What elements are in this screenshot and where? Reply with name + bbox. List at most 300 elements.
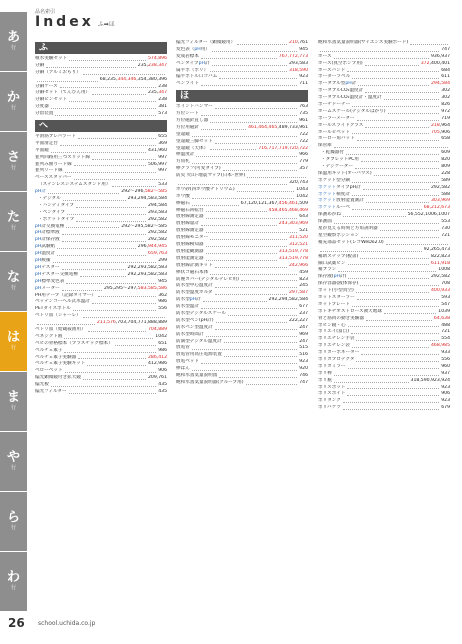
entry-pages: 779 bbox=[299, 159, 308, 165]
index-entry[interactable] bbox=[176, 277, 308, 284]
highlight: pH bbox=[35, 264, 42, 270]
index-entry[interactable] bbox=[176, 304, 308, 311]
index-entry[interactable] bbox=[35, 251, 167, 258]
entry-name: 望遠鏡（天体） bbox=[176, 145, 209, 151]
index-entry[interactable] bbox=[318, 54, 450, 61]
entry-name: 放射線検知器 bbox=[176, 242, 204, 248]
index-entry[interactable] bbox=[318, 157, 450, 164]
index-entry[interactable] bbox=[176, 173, 308, 180]
entry-pages: 1042 bbox=[296, 193, 308, 199]
dot-leader bbox=[246, 380, 298, 385]
index-entry[interactable] bbox=[35, 293, 167, 300]
entry-name: 防塵カバー(デジタルテレビ用) bbox=[176, 276, 239, 282]
index-entry[interactable] bbox=[35, 196, 167, 203]
index-entry[interactable] bbox=[176, 311, 308, 318]
index-entry[interactable] bbox=[35, 375, 167, 382]
dot-leader bbox=[334, 371, 439, 376]
entry-pages: 730 bbox=[441, 226, 450, 232]
index-entry[interactable] bbox=[318, 329, 450, 336]
index-entry[interactable] bbox=[318, 102, 450, 109]
highlight: ポケット bbox=[318, 198, 337, 204]
footer-url[interactable]: school.uchida.co.jp bbox=[38, 620, 96, 627]
index-entry[interactable] bbox=[176, 40, 308, 47]
index-entry[interactable] bbox=[176, 283, 308, 290]
index-entry[interactable] bbox=[176, 166, 308, 173]
index-entry[interactable] bbox=[176, 373, 308, 380]
dot-leader bbox=[66, 279, 156, 284]
dot-leader bbox=[347, 68, 439, 73]
dot-leader bbox=[206, 256, 277, 261]
index-entry[interactable] bbox=[318, 323, 450, 330]
entry-pages bbox=[279, 54, 308, 61]
tab-7[interactable] bbox=[0, 432, 27, 491]
index-entry[interactable] bbox=[318, 61, 450, 68]
index-entry[interactable] bbox=[35, 97, 167, 104]
entry-name: ベビの骨格標本（プラスチック標本） bbox=[35, 340, 113, 346]
index-entry[interactable] bbox=[318, 88, 450, 95]
dot-leader bbox=[196, 152, 297, 157]
tab-5[interactable] bbox=[0, 312, 27, 371]
index-entry[interactable] bbox=[176, 270, 308, 277]
index-entry[interactable] bbox=[318, 130, 450, 137]
index-entry[interactable] bbox=[318, 378, 450, 385]
entry-name: ボリエチレン手袋 bbox=[318, 336, 355, 342]
highlight: pH bbox=[333, 274, 340, 280]
entry-name: ・ペンタイプ bbox=[38, 209, 66, 215]
index-entry[interactable] bbox=[35, 244, 167, 251]
index-entry[interactable] bbox=[318, 247, 450, 254]
entry-name: ベルチェ素子 bbox=[35, 347, 63, 353]
index-entry[interactable] bbox=[318, 205, 450, 212]
index-entry[interactable] bbox=[318, 95, 450, 102]
index-entry[interactable] bbox=[176, 146, 308, 153]
index-entry[interactable] bbox=[35, 155, 167, 162]
entry-pages: 747 bbox=[299, 379, 308, 385]
index-entry[interactable] bbox=[176, 132, 308, 139]
entry-name: 飽和水蒸気量説明図 bbox=[176, 372, 218, 378]
entry-name: pH温度計 bbox=[35, 251, 56, 257]
index-entry[interactable] bbox=[176, 139, 308, 146]
entry-name: 方位シート bbox=[176, 111, 199, 117]
index-entry[interactable] bbox=[176, 235, 308, 242]
index-entry[interactable] bbox=[35, 168, 167, 175]
entry-pages: 746 bbox=[299, 372, 308, 378]
entry-pages bbox=[269, 208, 308, 215]
entry-name: ホース bbox=[318, 53, 332, 59]
index-entry[interactable] bbox=[176, 118, 308, 125]
entry-pages: 68,235,344,346,354,380,396 bbox=[99, 76, 167, 82]
entry-pages: 711 bbox=[299, 81, 308, 87]
index-entry[interactable] bbox=[176, 263, 308, 270]
entry-pages: 461,464,465,489,733,961 bbox=[248, 124, 308, 130]
dot-leader bbox=[334, 378, 409, 383]
index-entry[interactable] bbox=[176, 68, 308, 75]
entry-pages: 961 bbox=[299, 118, 308, 124]
highlight: 944,945 bbox=[148, 244, 167, 250]
index-entry[interactable] bbox=[318, 281, 450, 288]
index-entry[interactable] bbox=[35, 203, 167, 210]
index-entry[interactable] bbox=[318, 261, 450, 268]
dot-leader bbox=[352, 130, 429, 135]
index-entry[interactable] bbox=[176, 290, 308, 297]
index-entry[interactable] bbox=[35, 368, 167, 375]
entry-pages: 293,583 bbox=[289, 60, 308, 66]
header-subtitle: 品名索引 bbox=[35, 9, 56, 15]
index-entry[interactable] bbox=[35, 84, 167, 91]
entry-name: 分銅セット（てんびん用） bbox=[35, 90, 91, 96]
index-entry[interactable] bbox=[318, 267, 450, 274]
dot-leader bbox=[352, 343, 429, 348]
index-entry[interactable] bbox=[35, 210, 167, 217]
tab-1[interactable] bbox=[0, 72, 27, 131]
index-entry[interactable] bbox=[318, 109, 450, 116]
dot-leader bbox=[212, 61, 287, 66]
entry-name: 保存液(pH計) bbox=[318, 274, 347, 280]
tab-8[interactable] bbox=[0, 492, 27, 551]
dot-leader bbox=[224, 339, 298, 344]
index-entry[interactable] bbox=[318, 405, 450, 412]
tab-2[interactable] bbox=[0, 132, 27, 191]
index-entry[interactable] bbox=[35, 56, 167, 63]
dot-leader bbox=[358, 81, 429, 86]
entry-pages bbox=[279, 221, 308, 228]
entry-pages: 292,582 bbox=[148, 237, 167, 243]
tab-3[interactable] bbox=[0, 192, 27, 251]
entry-pages: 533 bbox=[158, 182, 167, 188]
index-entry[interactable] bbox=[35, 224, 167, 231]
index-entry[interactable] bbox=[35, 237, 167, 244]
entry-name: 棒磁石 bbox=[176, 200, 190, 206]
entry-pages bbox=[289, 290, 308, 297]
highlight: 461,464,465 bbox=[248, 124, 278, 130]
index-entry[interactable] bbox=[318, 343, 450, 350]
highlight: 372 bbox=[420, 60, 430, 66]
index-entry[interactable] bbox=[35, 148, 167, 155]
highlight: pH bbox=[194, 46, 201, 52]
entry-pages: 556 bbox=[158, 306, 167, 312]
tab-gyo: 行 bbox=[10, 525, 16, 531]
index-entry[interactable] bbox=[318, 288, 450, 295]
dot-leader bbox=[343, 212, 406, 217]
dot-leader bbox=[87, 361, 146, 366]
index-entry[interactable] bbox=[176, 208, 308, 215]
index-entry[interactable] bbox=[318, 233, 450, 240]
section-heading: ふ bbox=[35, 42, 167, 54]
index-entry[interactable] bbox=[318, 40, 450, 47]
entry-name: 保管庫 bbox=[318, 143, 332, 149]
dot-leader bbox=[65, 368, 157, 373]
dot-leader bbox=[201, 81, 297, 86]
index-entry[interactable] bbox=[176, 366, 308, 373]
dot-leader bbox=[210, 146, 256, 151]
entry-name: 噴水実験セット bbox=[35, 56, 68, 61]
index-entry[interactable] bbox=[176, 187, 308, 194]
index-entry[interactable] bbox=[318, 309, 450, 316]
index-entry[interactable] bbox=[35, 182, 167, 189]
dot-leader bbox=[357, 116, 440, 121]
index-entry[interactable] bbox=[176, 228, 308, 235]
index-entry[interactable] bbox=[318, 178, 450, 185]
entry-pages: 293,583 bbox=[148, 209, 167, 215]
entry-pages: 372,400,401 bbox=[420, 60, 450, 66]
entry-pages: 826 bbox=[441, 102, 450, 108]
entry-name: 棒温度計 bbox=[176, 152, 195, 158]
index-entry[interactable] bbox=[35, 348, 167, 355]
index-entry[interactable] bbox=[35, 355, 167, 362]
dot-leader bbox=[206, 228, 298, 233]
index-entry[interactable] bbox=[176, 359, 308, 366]
index-entry[interactable] bbox=[35, 141, 167, 148]
entry-pages bbox=[431, 198, 450, 205]
index-entry[interactable] bbox=[35, 63, 167, 70]
index-entry[interactable] bbox=[176, 242, 308, 249]
index-entry[interactable] bbox=[318, 219, 450, 226]
entry-name: 防水型時間計 bbox=[176, 331, 204, 337]
index-entry[interactable] bbox=[176, 201, 308, 208]
dot-leader bbox=[192, 159, 297, 164]
tab-gyo: 行 bbox=[10, 465, 16, 471]
index-entry[interactable] bbox=[318, 171, 450, 178]
index-entry[interactable] bbox=[176, 194, 308, 201]
tab-kana: あ bbox=[6, 30, 20, 45]
index-entry[interactable] bbox=[176, 214, 308, 221]
index-entry[interactable] bbox=[318, 226, 450, 233]
entry-name: 放射線モニター bbox=[176, 235, 209, 241]
index-entry[interactable] bbox=[35, 279, 167, 286]
dot-leader bbox=[224, 352, 297, 357]
index-entry[interactable] bbox=[176, 104, 308, 111]
tab-0[interactable] bbox=[0, 12, 27, 71]
index-entry[interactable] bbox=[318, 143, 450, 150]
entry-pages: 721 bbox=[441, 329, 450, 335]
index-entry[interactable] bbox=[176, 345, 308, 352]
index-entry[interactable] bbox=[35, 162, 167, 169]
index-entry[interactable] bbox=[318, 391, 450, 398]
index-entry[interactable] bbox=[176, 221, 308, 228]
tab-gyo: 行 bbox=[10, 225, 16, 231]
entry-name: 変色表（pH用） bbox=[176, 46, 210, 52]
index-entry[interactable] bbox=[318, 371, 450, 378]
tab-9[interactable] bbox=[0, 552, 27, 611]
entry-pages: 747 bbox=[441, 46, 450, 52]
entry-name: 並列回路用三つスリット線 bbox=[35, 154, 90, 160]
index-entry[interactable] bbox=[35, 299, 167, 306]
index-entry[interactable] bbox=[35, 382, 167, 389]
entry-name: ボット(小型真空) bbox=[318, 288, 354, 294]
index-entry[interactable] bbox=[35, 77, 167, 84]
dot-leader bbox=[219, 373, 297, 378]
index-entry[interactable] bbox=[318, 116, 450, 123]
index-entry[interactable] bbox=[318, 185, 450, 192]
index-entry[interactable] bbox=[35, 327, 167, 334]
dot-leader bbox=[98, 293, 156, 298]
tab-kana: た bbox=[6, 210, 20, 225]
index-entry[interactable] bbox=[176, 159, 308, 166]
dot-leader bbox=[83, 375, 146, 380]
index-entry[interactable] bbox=[318, 398, 450, 405]
entry-name bbox=[35, 189, 46, 196]
entry-pages: 684 bbox=[441, 67, 450, 73]
index-entry[interactable] bbox=[176, 325, 308, 332]
index-entry[interactable] bbox=[35, 104, 167, 111]
index-entry[interactable] bbox=[35, 134, 167, 141]
entry-pages: 677 bbox=[299, 304, 308, 310]
index-entry[interactable] bbox=[35, 90, 167, 97]
dot-leader bbox=[352, 74, 439, 79]
index-entry[interactable] bbox=[318, 254, 450, 261]
index-entry[interactable] bbox=[318, 192, 450, 199]
index-entry[interactable] bbox=[318, 357, 450, 364]
entry-pages: 722 bbox=[299, 138, 308, 144]
index-entry[interactable] bbox=[176, 74, 308, 81]
tab-kana: ま bbox=[6, 390, 20, 405]
index-entry[interactable] bbox=[35, 230, 167, 237]
entry-name: ポケット積度計 bbox=[318, 191, 350, 197]
index-entry[interactable] bbox=[318, 68, 450, 75]
entry-name: 星が見える時刻と方角説明器 bbox=[318, 226, 378, 232]
dot-leader bbox=[365, 123, 429, 128]
entry-pages: 609 bbox=[441, 150, 450, 156]
entry-pages: 235,347 bbox=[147, 90, 167, 96]
index-entry[interactable] bbox=[318, 81, 450, 88]
index-entry[interactable] bbox=[176, 61, 308, 68]
index-entry[interactable] bbox=[35, 217, 167, 224]
dot-leader bbox=[63, 196, 126, 201]
entry-name: 望遠鏡 bbox=[176, 131, 190, 137]
index-column-1 bbox=[35, 40, 167, 396]
index-entry[interactable] bbox=[35, 258, 167, 265]
entry-name: ボリエイ(富自) bbox=[318, 329, 350, 335]
index-entry[interactable] bbox=[176, 47, 308, 54]
entry-name: 方位磁針直し器 bbox=[176, 118, 209, 124]
index-entry[interactable] bbox=[176, 249, 308, 256]
dot-leader bbox=[192, 194, 295, 199]
index-entry[interactable] bbox=[35, 306, 167, 313]
entry-pages: 972 bbox=[441, 108, 450, 114]
index-entry[interactable] bbox=[176, 332, 308, 339]
entry-pages bbox=[148, 327, 167, 334]
entry-name: pHテスター bbox=[35, 264, 60, 270]
index-entry[interactable] bbox=[176, 352, 308, 359]
entry-name: pHテスター交換電極 bbox=[35, 271, 78, 277]
dot-leader bbox=[355, 164, 439, 169]
index-entry[interactable] bbox=[318, 316, 450, 323]
index-entry[interactable] bbox=[176, 339, 308, 346]
index-entry[interactable] bbox=[318, 164, 450, 171]
index-entry[interactable] bbox=[318, 240, 450, 247]
tab-4[interactable] bbox=[0, 252, 27, 311]
entry-name: ベトリ皿（給蔵殺菌用） bbox=[35, 326, 86, 332]
entry-name: 防滴型デジタル温度計 bbox=[176, 338, 222, 344]
index-entry[interactable] bbox=[35, 313, 167, 320]
index-entry[interactable] bbox=[176, 111, 308, 118]
dot-leader bbox=[215, 325, 297, 330]
entry-pages: 318,590,923,924 bbox=[410, 377, 450, 383]
index-entry[interactable] bbox=[35, 334, 167, 341]
index-entry[interactable] bbox=[318, 295, 450, 302]
index-entry[interactable] bbox=[318, 274, 450, 281]
index-entry[interactable] bbox=[176, 256, 308, 263]
index-entry[interactable] bbox=[35, 341, 167, 348]
index-entry[interactable] bbox=[35, 175, 167, 182]
dot-leader bbox=[112, 182, 156, 187]
index-entry[interactable] bbox=[176, 180, 308, 187]
entry-pages: 997 bbox=[158, 168, 167, 174]
index-entry[interactable] bbox=[318, 364, 450, 371]
entry-name: 分度器 bbox=[35, 104, 49, 110]
tab-6[interactable] bbox=[0, 372, 27, 431]
entry-pages: 228 bbox=[441, 170, 450, 176]
dot-leader bbox=[69, 389, 157, 394]
tab-gyo: 行 bbox=[10, 285, 16, 291]
dot-leader bbox=[78, 134, 156, 139]
dot-leader bbox=[343, 398, 439, 403]
index-entry[interactable] bbox=[35, 272, 167, 279]
index-entry[interactable] bbox=[176, 125, 308, 132]
index-entry[interactable] bbox=[35, 265, 167, 272]
entry-pages: 435 bbox=[158, 388, 167, 394]
entry-pages: 245 bbox=[299, 283, 308, 289]
entry-pages: 945 bbox=[299, 46, 308, 52]
dot-leader bbox=[212, 47, 297, 52]
index-entry[interactable] bbox=[318, 302, 450, 309]
index-entry[interactable] bbox=[318, 212, 450, 219]
index-entry[interactable] bbox=[318, 350, 450, 357]
dot-leader bbox=[115, 341, 156, 346]
dot-leader bbox=[334, 54, 429, 59]
tab-gyo: 行 bbox=[10, 165, 16, 171]
index-entry[interactable] bbox=[318, 336, 450, 343]
header-range: ふ➡ほ bbox=[97, 21, 115, 28]
entry-pages: 986 bbox=[158, 347, 167, 353]
entry-pages: 655 bbox=[158, 134, 167, 140]
index-entry[interactable] bbox=[176, 297, 308, 304]
index-entry[interactable] bbox=[35, 286, 167, 293]
entry-pages: 431,960 bbox=[148, 147, 167, 153]
index-entry[interactable] bbox=[35, 70, 167, 77]
entry-name: 保護面 bbox=[318, 219, 332, 225]
entry-pages: 293,294,583,584 bbox=[127, 196, 167, 202]
index-entry[interactable] bbox=[176, 318, 308, 325]
index-entry[interactable] bbox=[35, 189, 167, 196]
entry-name: 分銅（アルミおもり） bbox=[35, 69, 81, 75]
index-entry[interactable] bbox=[318, 47, 450, 54]
index-entry[interactable] bbox=[35, 389, 167, 396]
index-entry[interactable] bbox=[35, 111, 167, 118]
index-entry[interactable] bbox=[176, 380, 308, 387]
index-entry[interactable] bbox=[176, 81, 308, 88]
dot-leader bbox=[192, 366, 297, 371]
section-heading: へ bbox=[35, 120, 167, 132]
index-entry[interactable] bbox=[176, 54, 308, 61]
index-entry[interactable] bbox=[318, 385, 450, 392]
index-entry[interactable] bbox=[318, 123, 450, 130]
entry-name: ボリスポット bbox=[318, 384, 346, 390]
index-entry[interactable] bbox=[318, 198, 450, 205]
dot-leader bbox=[62, 265, 126, 270]
index-entry[interactable] bbox=[318, 136, 450, 143]
entry-name: pH計交換電極 bbox=[35, 223, 65, 229]
index-entry[interactable] bbox=[318, 150, 450, 157]
index-entry[interactable] bbox=[35, 320, 167, 327]
entry-name: ベーススタッパー bbox=[35, 175, 72, 181]
highlight: 294,584 bbox=[431, 81, 450, 87]
index-entry[interactable] bbox=[35, 361, 167, 368]
index-entry[interactable] bbox=[318, 74, 450, 81]
index-entry[interactable] bbox=[176, 152, 308, 159]
highlight: pH bbox=[35, 285, 42, 291]
highlight: 303,969 bbox=[431, 198, 450, 204]
